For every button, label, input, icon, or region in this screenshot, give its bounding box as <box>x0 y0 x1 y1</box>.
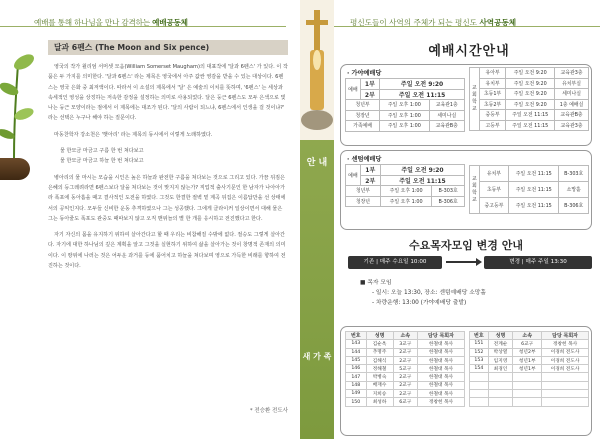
table-row <box>346 390 465 398</box>
table-cell: 주일 오전 9:20 <box>506 89 555 100</box>
column-header: 담당 목회자 <box>418 332 465 340</box>
table-row <box>470 348 589 356</box>
table-row <box>346 373 465 381</box>
centum-edu-table <box>469 165 589 214</box>
table-cell <box>542 390 589 398</box>
table-row <box>346 348 465 356</box>
table-row <box>470 356 589 364</box>
essay-title: 달과 6펜스 (The Moon and Six pence) <box>48 40 288 55</box>
table-cell: 150 <box>346 398 367 406</box>
table-cell: 배재수 <box>366 381 393 389</box>
table-cell: 정해철 <box>366 365 393 373</box>
change-notice-title: 수요목자모임 변경 안내 <box>409 239 523 252</box>
table-cell: 초등1부 <box>479 89 505 100</box>
left-header-text: 예배를 통해 하나님을 만나 감격하는 예배공동체 <box>34 18 188 27</box>
table-cell: B-303호 <box>559 166 589 182</box>
table-cell: 2교구 <box>393 381 417 389</box>
table-cell: 2교구 <box>393 373 417 381</box>
table-cell: 유아부 <box>479 68 505 79</box>
table-cell: 주일 오전 11:15 <box>506 120 555 131</box>
new-family-table-right <box>469 331 589 407</box>
new-family-box <box>340 326 592 436</box>
table-row <box>470 68 589 79</box>
meeting-time-place: - 일시: 오늘 13:30, 장소: 센텀예배당 소망홀 <box>372 290 486 296</box>
table-header-row <box>470 332 589 340</box>
table-row <box>346 100 465 111</box>
table-cell: 추명주 <box>366 348 393 356</box>
table-cell: B-306호 <box>432 196 465 207</box>
table-row <box>346 79 465 90</box>
table-cell: 고등부 <box>479 120 505 131</box>
table-row <box>470 182 589 198</box>
essay-poem-line: 물 한모금 마금고 하늘 한 번 쳐다보고 <box>60 158 144 165</box>
essay-paragraph: 영국의 작가 윌리엄 서머셋 모옴(William Somerset Maugham)의 대표작에 '달과 6펜스' 가 있다. 이 작품은 두 가지를 의미한다. '달과 6펜스' 라는 제목은 영국에서 아주 값싼 영감을 받을 수 있는 대상이다. 6펜스는 영국 은화 중 최저액이다. 따라서 이 소설의 제목에서 '달' 은 예술의 이치를 뜻하며, '6펜스' 는 세상과 속세적인 영성을 상징하는 저속한 감정을 설정하는 의미로 사용되었다. 달은 둥근 6펜스도 모두 은색으로 빛나는 둥근 모양이라는 점에서 이 제목에는 대조가 된다. '달의 사람이 되느냐, 6펜스에서 인생을 걸 것이냐?' 라는 선택은 누구나 해야 하는 질문이다. <box>48 64 288 122</box>
column-header: 성명 <box>366 332 393 340</box>
cross-icon <box>300 0 334 230</box>
table-cell: 2교구 <box>393 390 417 398</box>
table-row <box>346 398 465 406</box>
meeting-shuttle: - 차량운행: 13:00 (가야예배당 출발) <box>372 300 467 306</box>
edu-label-cell: 교회학교 <box>470 166 480 214</box>
table-cell: 154 <box>470 365 489 373</box>
left-header <box>0 0 300 40</box>
right-page <box>300 0 600 439</box>
side-label-schedule: 안 내 <box>306 158 328 168</box>
table-cell: 교육관1층 <box>429 100 464 111</box>
table-cell: 임지영 <box>488 356 513 364</box>
table-row <box>470 99 589 110</box>
table-cell: 145 <box>346 356 367 364</box>
table-cell: 김순옥 <box>366 340 393 348</box>
table-cell: 한철대 목사 <box>418 365 465 373</box>
table-cell: 한철대 목사 <box>418 373 465 381</box>
table-cell: 6교구 <box>513 340 542 348</box>
table-row <box>470 365 589 373</box>
table-cell: 147 <box>346 373 367 381</box>
table-cell <box>470 398 489 406</box>
column-header: 번호 <box>470 332 489 340</box>
table-cell: 주일 오전 9:20 <box>506 78 555 89</box>
column-header: 담당 목회자 <box>542 332 589 340</box>
table-cell <box>513 373 542 381</box>
table-cell: 6교구 <box>393 398 417 406</box>
column-header: 소속 <box>513 332 542 340</box>
table-cell: 주일 오후 1:00 <box>380 196 431 207</box>
table-cell: 청년1부 <box>513 356 542 364</box>
table-cell: 한철대 목사 <box>418 390 465 398</box>
table-row <box>470 198 589 214</box>
centum-service-table <box>345 164 465 207</box>
table-cell: 2부 <box>360 89 379 100</box>
table-cell: 정창헌 목사 <box>418 398 465 406</box>
after-time-badge: 변경 | 매주 주일 13:30 <box>484 256 592 269</box>
table-cell: 정창헌 목사 <box>542 340 589 348</box>
table-cell: 주일 오후 1:00 <box>380 110 429 121</box>
table-cell: 박상열 <box>488 348 513 356</box>
table-cell: 2교구 <box>393 356 417 364</box>
table-cell: 주일 오전 11:15 <box>509 166 559 182</box>
table-cell: 주일 오전 11:15 <box>509 182 559 198</box>
table-cell: 최경인 <box>488 365 513 373</box>
table-cell: 유치부 <box>479 166 508 182</box>
table-row <box>346 186 465 197</box>
table-row <box>346 110 465 121</box>
table-cell <box>542 398 589 406</box>
table-cell <box>542 381 589 389</box>
gaya-schedule-box <box>340 64 592 146</box>
table-row <box>346 175 465 186</box>
table-row <box>346 165 465 176</box>
table-cell: 주일 오후 1:00 <box>380 100 429 111</box>
table-row <box>346 365 465 373</box>
table-cell: 박병숙 <box>366 373 393 381</box>
table-cell: 소망홀 <box>559 182 589 198</box>
column-header: 번호 <box>346 332 367 340</box>
table-cell <box>513 381 542 389</box>
table-row <box>346 121 465 132</box>
gaya-edu-table <box>469 67 589 131</box>
table-cell: 이경희 전도사 <box>542 356 589 364</box>
table-row <box>470 340 589 348</box>
table-row <box>470 166 589 182</box>
table-cell: 2부 <box>360 175 380 186</box>
table-cell: 지희승 <box>366 390 393 398</box>
table-cell: 청장년 <box>346 110 380 121</box>
table-cell: 1부 <box>360 165 380 176</box>
table-cell <box>488 398 513 406</box>
essay-paragraph: 병아리의 물 마시는 모습을 시인은 높은 하늘과 완전한 구름을 쳐다보는 것으로 그리고 있다. 가끔 뒤짐은 은혜의 등그레려라면 6펜스보다 달을 쳐다보는 것이 맞지지 않는가? 직업적 출사기문인 한 남자가 나아아가라 폭포에 동아흡을 때고 결사적인 도전을 하였다. 그것도 한결한 절벽 밑 계곡 뒤집은 이름답만을 선 상태에서의 공익인지다. 모두들 신비한 운동 추격하였으나 그는 성공했다. 그에게 클라이커 일상이면서 대해 물은 그는 동아줄도 폭포도 관중도 때따보지 않고 오직 맨위늘의 별 한 개를 응시하고 전진했다고 한다. <box>48 174 286 222</box>
table-cell: 교육관3층 <box>555 68 589 79</box>
table-cell: 유치부실 <box>555 78 589 89</box>
table-cell: 교육관3층 <box>555 120 589 131</box>
table-cell: 한철대 목사 <box>418 348 465 356</box>
table-cell: 청년2부 <box>513 348 542 356</box>
table-cell: 151 <box>470 340 489 348</box>
table-cell <box>488 390 513 398</box>
right-header-text: 평신도들이 사역의 주체가 되는 평신도 사역공동체 <box>350 18 517 27</box>
table-cell: 152 <box>470 348 489 356</box>
table-cell: 초등부 <box>479 182 508 198</box>
table-cell: 144 <box>346 348 367 356</box>
table-cell: 주일 오후 1:00 <box>380 186 431 197</box>
category-cell: 예배 <box>346 165 361 186</box>
column-header: 소속 <box>393 332 417 340</box>
table-cell: 교육관B층 <box>429 121 464 132</box>
table-cell: 청장년 <box>346 196 381 207</box>
table-cell: 한철대 목사 <box>418 340 465 348</box>
table-cell: 이경희 전도사 <box>542 348 589 356</box>
table-cell: B-303호 <box>432 186 465 197</box>
table-cell: 2교구 <box>393 348 417 356</box>
essay-paragraph: 자기 자신의 몸을 유지하기 위하여 살아간다고 할 때 우리는 비참해질 수밖에 없다. 절승도 그렇게 살아간다. 자기에 대한 하나님의 깊은 계획을 알고 그것을 실현하기 위하여 삶을 살아가는 것이 창명적 존재의 의미이다. 이 땅위에 나러는 것은 어두운 과거를 등에 품어치고 하늘을 쳐다보며 영으로 가득한 비래를 향하여 전진하는 것이다. <box>48 232 286 270</box>
table-cell: 청년부 <box>346 100 380 111</box>
table-cell: 세미나실 <box>555 89 589 100</box>
table-cell: 중고등부 <box>479 198 508 214</box>
table-header-row <box>346 332 465 340</box>
right-header <box>300 0 600 40</box>
table-row <box>470 89 589 100</box>
table-cell: B-306호 <box>559 198 589 214</box>
before-time-badge: 기존 | 매주 수요일 10:00 <box>348 256 442 269</box>
table-row <box>470 390 589 398</box>
side-label-new-family: 새 가 족 <box>302 352 332 361</box>
soil-image <box>0 158 30 180</box>
table-cell <box>470 373 489 381</box>
change-row <box>348 256 588 270</box>
table-cell: 주일 오전 9:20 <box>506 99 555 110</box>
table-cell: 143 <box>346 340 367 348</box>
table-cell: 153 <box>470 356 489 364</box>
table-row <box>346 196 465 207</box>
essay-body <box>48 62 288 271</box>
table-cell: 세미나실 <box>429 110 464 121</box>
table-row <box>346 340 465 348</box>
table-cell: 주일 오후 1:00 <box>380 121 429 132</box>
table-cell: 초등2부 <box>479 99 505 110</box>
table-cell: 한철대 목사 <box>418 356 465 364</box>
table-cell: 이경희 전도사 <box>542 365 589 373</box>
table-row <box>470 381 589 389</box>
table-row <box>346 89 465 100</box>
table-cell <box>513 398 542 406</box>
schedule-title: 예배시간안내 <box>428 44 510 59</box>
essay-paragraph: 마동찬학자 강소천은 '햇아리' 라는 제목의 동시에서 이렇게 노래하였다. <box>54 131 213 138</box>
table-row <box>470 110 589 121</box>
table-row <box>470 398 589 406</box>
table-cell <box>542 373 589 381</box>
arrow-right-icon <box>446 261 480 263</box>
table-cell: 3교구 <box>393 340 417 348</box>
meeting-label: ■ 목자 모임 <box>360 280 392 286</box>
gaya-section-heading: · 가야예배당 <box>347 70 382 77</box>
table-row <box>470 373 589 381</box>
table-cell: 가족예배 <box>346 121 380 132</box>
table-cell <box>513 390 542 398</box>
table-row <box>470 120 589 131</box>
gaya-service-table <box>345 78 465 132</box>
table-row <box>346 381 465 389</box>
table-cell <box>488 373 513 381</box>
table-cell: 유치부 <box>479 78 505 89</box>
table-cell: 1부 <box>360 79 379 90</box>
table-cell: 김해식 <box>366 356 393 364</box>
table-row <box>346 356 465 364</box>
meeting-info <box>360 278 590 308</box>
table-cell: 주일 오전 11:15 <box>509 198 559 214</box>
new-family-table-left <box>345 331 465 407</box>
table-cell: 한철대 목사 <box>418 381 465 389</box>
table-cell: 148 <box>346 381 367 389</box>
table-cell <box>488 381 513 389</box>
table-cell: 주일 오전 9:20 <box>380 79 465 90</box>
table-cell: 5교구 <box>393 365 417 373</box>
table-row <box>470 78 589 89</box>
table-cell: 청년부 <box>346 186 381 197</box>
table-cell: 146 <box>346 365 367 373</box>
sprout-icon <box>0 34 36 164</box>
table-cell: 주일 오전 11:15 <box>380 175 464 186</box>
table-cell: 중등부 <box>479 110 505 121</box>
table-cell: 주일 오전 11:15 <box>380 89 465 100</box>
table-cell: 주일 오전 9:20 <box>506 68 555 79</box>
table-cell: 청년1부 <box>513 365 542 373</box>
table-cell: 최성하 <box>366 398 393 406</box>
category-cell: 예배 <box>346 79 361 100</box>
table-cell: 교육관B층 <box>555 110 589 121</box>
table-cell: 149 <box>346 390 367 398</box>
essay-poem-line: 물 한모금 마금고 구름 한 번 쳐다보고 <box>60 148 144 155</box>
table-cell <box>470 390 489 398</box>
table-cell: 1층 예배실 <box>555 99 589 110</box>
column-header: 성명 <box>488 332 513 340</box>
table-cell: 주일 오전 11:15 <box>506 110 555 121</box>
centum-section-heading: · 센텀예배당 <box>347 156 382 163</box>
essay-author: * 전승환 전도사 <box>249 408 288 414</box>
edu-label-cell: 교회학교 <box>470 68 480 131</box>
table-cell <box>470 381 489 389</box>
centum-schedule-box <box>340 150 592 230</box>
table-cell: 주일 오전 9:20 <box>380 165 464 176</box>
table-cell: 전계순 <box>488 340 513 348</box>
